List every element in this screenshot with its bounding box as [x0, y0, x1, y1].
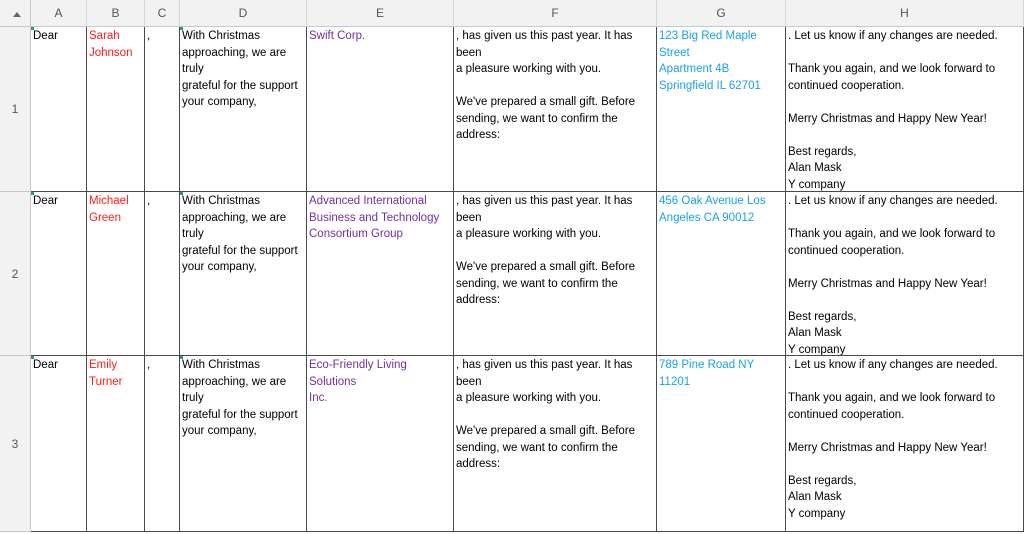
column-header-h[interactable]: H [786, 0, 1024, 27]
row-header-3[interactable]: 3 [0, 356, 31, 532]
cell-b1[interactable]: Sarah Johnson [87, 27, 145, 192]
cell-marker [180, 192, 183, 195]
column-header-d[interactable]: D [180, 0, 307, 27]
cell-e2[interactable]: Advanced International Business and Technology Consortium Group [307, 192, 454, 356]
cell-c3[interactable]: , [145, 356, 180, 532]
cell-d2[interactable]: With Christmas approaching, we are truly grateful for the support your company, [180, 192, 307, 356]
cell-g3[interactable]: 789 Pine Road NY 11201 [657, 356, 786, 532]
cell-e3[interactable]: Eco-Friendly Living Solutions Inc. [307, 356, 454, 532]
row-header-1[interactable]: 1 [0, 27, 31, 192]
column-header-c[interactable]: C [145, 0, 180, 27]
cell-b3[interactable]: Emily Turner [87, 356, 145, 532]
cell-marker [31, 356, 34, 359]
cell-c2[interactable]: , [145, 192, 180, 356]
cell-f1[interactable]: , has given us this past year. It has been a pleasure working with you. We've prepared a small gift. Before sending, we want to confirm the address: [454, 27, 657, 192]
select-all-corner[interactable] [0, 0, 31, 27]
cell-marker [31, 27, 34, 30]
cell-g2[interactable]: 456 Oak Avenue Los Angeles CA 90012 [657, 192, 786, 356]
cell-a2[interactable]: Dear [31, 192, 87, 356]
cell-marker [180, 27, 183, 30]
cell-f3[interactable]: , has given us this past year. It has been a pleasure working with you. We've prepared a small gift. Before sending, we want to confirm the address: [454, 356, 657, 532]
cell-d1[interactable]: With Christmas approaching, we are truly grateful for the support your company, [180, 27, 307, 192]
column-header-g[interactable]: G [657, 0, 786, 27]
cell-h2[interactable]: . Let us know if any changes are needed. Thank you again, and we look forward to continued cooperation. Merry Christmas and Happy New Year! Best regards, Alan Mask Y company [786, 192, 1024, 356]
cell-a1[interactable]: Dear [31, 27, 87, 192]
column-header-e[interactable]: E [307, 0, 454, 27]
cell-c1[interactable]: , [145, 27, 180, 192]
cell-a3[interactable]: Dear [31, 356, 87, 532]
row-header-2[interactable]: 2 [0, 192, 31, 356]
cell-b2[interactable]: Michael Green [87, 192, 145, 356]
cell-g1[interactable]: 123 Big Red Maple Street Apartment 4B Springfield IL 62701 [657, 27, 786, 192]
cell-d3[interactable]: With Christmas approaching, we are truly grateful for the support your company, [180, 356, 307, 532]
column-header-b[interactable]: B [87, 0, 145, 27]
cell-f2[interactable]: , has given us this past year. It has been a pleasure working with you. We've prepared a small gift. Before sending, we want to confirm the address: [454, 192, 657, 356]
cell-h1[interactable]: . Let us know if any changes are needed. Thank you again, and we look forward to continued cooperation. Merry Christmas and Happy New Year! Best regards, Alan Mask Y company [786, 27, 1024, 192]
cell-marker [31, 192, 34, 195]
column-header-f[interactable]: F [454, 0, 657, 27]
cell-marker [180, 356, 183, 359]
select-all-icon [13, 12, 21, 17]
cell-e1[interactable]: Swift Corp. [307, 27, 454, 192]
column-header-a[interactable]: A [31, 0, 87, 27]
cell-h3[interactable]: . Let us know if any changes are needed. Thank you again, and we look forward to continued cooperation. Merry Christmas and Happy New Year! Best regards, Alan Mask Y company [786, 356, 1024, 532]
